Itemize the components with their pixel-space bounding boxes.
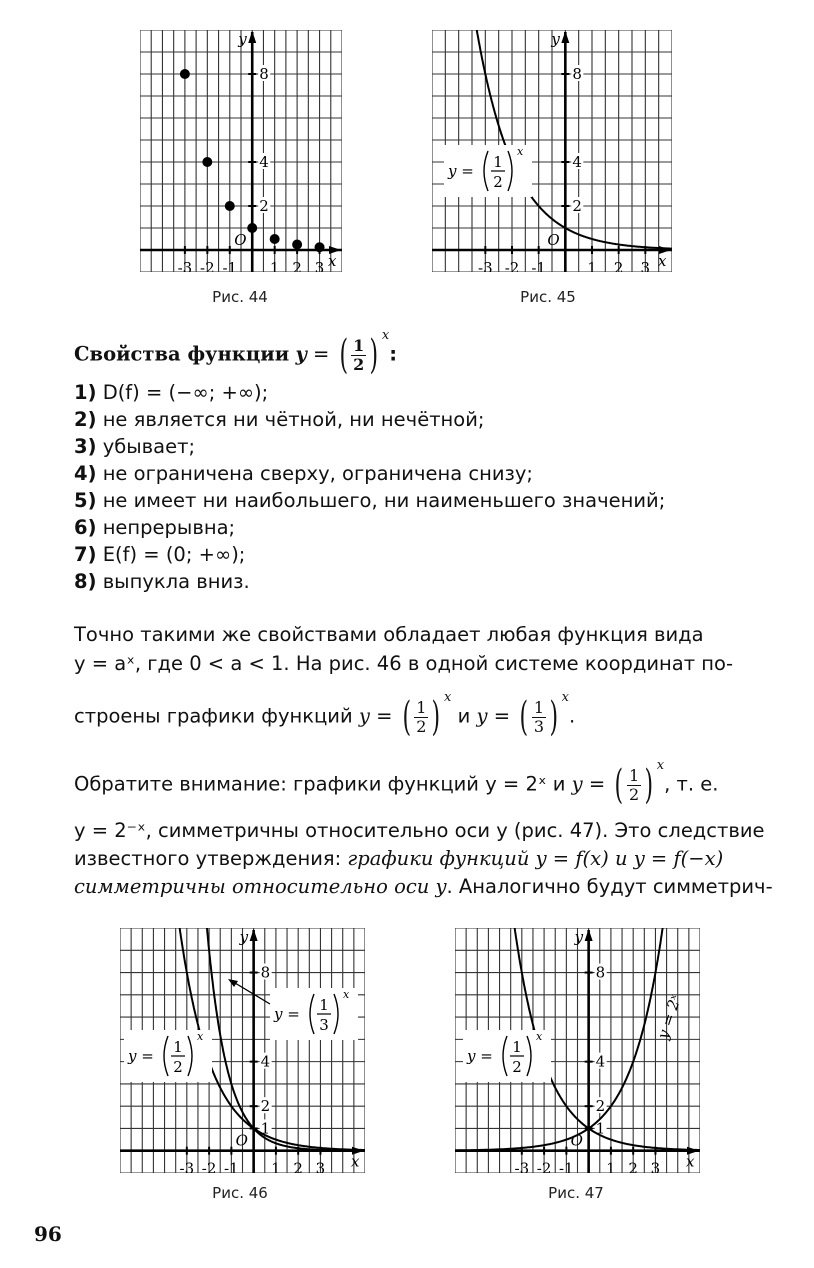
x-tick-label: 2 xyxy=(293,1159,303,1173)
y-tick-label: 4 xyxy=(572,153,582,171)
y-tick-label: 4 xyxy=(259,153,269,171)
x-tick-label: -2 xyxy=(504,259,520,272)
x-tick-label: -3 xyxy=(514,1159,530,1173)
x-tick-label: 3 xyxy=(650,1159,661,1173)
y-tick-label: 2 xyxy=(260,1097,271,1116)
x-tick-label: -2 xyxy=(200,259,215,272)
list-item: 4) не ограничена сверху, ограничена снизу; xyxy=(74,462,534,485)
data-point xyxy=(292,240,302,250)
formula-den: 3 xyxy=(319,1016,329,1034)
formula-exp: x xyxy=(343,988,350,1001)
formula-lhs: y = xyxy=(467,1047,493,1065)
list-item: 1) D(f) = (−∞; +∞); xyxy=(74,381,269,404)
formula-num: 1 xyxy=(319,996,329,1014)
x-tick-label: 1 xyxy=(271,1159,281,1173)
y-tick-label: 8 xyxy=(259,65,269,83)
formula-half xyxy=(463,1030,551,1082)
origin-label: O xyxy=(235,1131,248,1150)
formula-exp: x xyxy=(197,1030,204,1043)
y-axis-arrow xyxy=(585,929,593,941)
y-tick-label: 2 xyxy=(259,197,269,215)
paragraph-2-line-1: Обратите внимание: графики функций y = 2ˣ и y = ( $\frac{1}{2}$ ) $^x$, т. е. xyxy=(74,758,719,808)
origin-label: O xyxy=(547,231,560,249)
origin-label: O xyxy=(234,231,247,249)
paragraph-2-line-2: y = 2⁻ˣ, симметричны относительно оси y (рис. 47). Это следствие xyxy=(74,819,765,842)
list-item: 2) не является ни чётной, ни нечётной; xyxy=(74,408,485,431)
x-tick-label: 2 xyxy=(613,259,624,272)
x-tick-label: 1 xyxy=(587,259,597,272)
graph-fig45 xyxy=(432,30,672,272)
graph-fig46 xyxy=(120,928,365,1173)
y-tick-label: 2 xyxy=(572,197,582,215)
formula-exp: x xyxy=(517,145,524,158)
x-tick-label: 2 xyxy=(292,259,302,272)
series-curve xyxy=(475,30,672,249)
x-tick-label: 1 xyxy=(606,1159,616,1173)
formula-den: 2 xyxy=(493,173,503,191)
frac-num: 1 xyxy=(353,335,365,355)
y-axis-label: y xyxy=(551,30,560,48)
list-item: 8) выпукла вниз. xyxy=(74,570,250,593)
formula-lhs: y = xyxy=(274,1005,300,1023)
y-tick-label: 2 xyxy=(595,1097,606,1116)
x-tick-label: 1 xyxy=(269,259,280,272)
properties-colon: : xyxy=(389,342,398,366)
x-tick-label: -2 xyxy=(536,1159,552,1173)
list-item: 6) непрерывна; xyxy=(74,516,236,539)
properties-y: y xyxy=(295,342,307,366)
figure-46 xyxy=(120,928,365,1173)
formula-den: 2 xyxy=(512,1058,522,1076)
formula-exp: x xyxy=(536,1030,543,1043)
data-point xyxy=(225,201,235,211)
y-axis-arrow xyxy=(561,31,569,43)
formula-num: 1 xyxy=(493,153,503,171)
y-tick-label: 1 xyxy=(595,1119,606,1138)
y-tick-label: 4 xyxy=(595,1052,606,1071)
x-axis-label: x xyxy=(351,1152,360,1171)
y-axis-arrow xyxy=(250,929,258,941)
paragraph-1-line-2: y = aˣ, где 0 < a < 1. На рис. 46 в одной системе координат по- xyxy=(74,652,734,675)
list-item: 7) E(f) = (0; +∞); xyxy=(74,543,246,566)
formula-lhs: y = xyxy=(128,1047,154,1065)
frac-exp: x xyxy=(381,328,390,343)
properties-title: Свойства функции xyxy=(74,342,290,366)
caption-fig47: Рис. 47 xyxy=(548,1184,604,1202)
formula-num: 1 xyxy=(512,1038,522,1056)
y-tick-label: 8 xyxy=(595,963,606,982)
data-point xyxy=(202,157,212,167)
formula-lhs: y = xyxy=(448,162,474,180)
y-tick-label: 8 xyxy=(260,963,271,982)
properties-list xyxy=(74,379,665,595)
x-tick-label: -1 xyxy=(224,1159,239,1173)
caption-fig44: Рис. 44 xyxy=(212,288,268,306)
graph-fig47 xyxy=(455,928,700,1173)
x-axis-label: x xyxy=(658,252,667,270)
figure-44 xyxy=(140,30,342,272)
x-tick-label: 3 xyxy=(640,259,651,272)
paragraph-2-line-3: известного утверждения: графики функций y = f(x) и y = f(−x) xyxy=(74,847,724,870)
list-item: 3) убывает; xyxy=(74,435,196,458)
x-tick-label: -3 xyxy=(478,259,493,272)
formula-half xyxy=(124,1030,212,1082)
x-tick-label: -2 xyxy=(201,1159,217,1173)
data-point xyxy=(180,69,190,79)
figure-47 xyxy=(455,928,700,1173)
paragraph-1-line-3: строены графики функций y = ( $\frac{1}{2}$ ) $^x$ и y = ( $\frac{1}{3}$ ) $^x$. xyxy=(74,690,576,740)
list-item: 5) не имеет ни наибольшего, ни наименьшего значений; xyxy=(74,489,666,512)
caption-fig45: Рис. 45 xyxy=(520,288,576,306)
data-point xyxy=(270,234,280,244)
formula-exp-growth: y = 2ˣ xyxy=(653,992,685,1042)
y-axis-arrow xyxy=(248,31,256,43)
y-axis-label: y xyxy=(238,30,247,48)
y-tick-label: 4 xyxy=(260,1052,271,1071)
formula-num: 1 xyxy=(173,1038,183,1056)
formula-den: 2 xyxy=(173,1058,183,1076)
x-tick-label: -1 xyxy=(559,1159,574,1173)
data-point xyxy=(315,242,325,252)
x-tick-label: 2 xyxy=(628,1159,638,1173)
properties-heading: Свойства функции y = ( $\frac{1}{2}$ ) $^x$: xyxy=(74,328,398,378)
x-tick-label: 3 xyxy=(314,259,325,272)
x-tick-label: -1 xyxy=(531,259,546,272)
formula-third xyxy=(270,988,358,1040)
x-tick-label: 3 xyxy=(315,1159,326,1173)
origin-label: O xyxy=(570,1131,583,1150)
y-tick-label: 8 xyxy=(572,65,582,83)
y-tick-label: 1 xyxy=(260,1119,271,1138)
x-tick-label: -1 xyxy=(222,259,238,272)
y-axis-label: y xyxy=(574,928,584,946)
formula-half xyxy=(444,145,532,197)
pointer-arrow xyxy=(228,979,238,987)
figure-45 xyxy=(432,30,672,272)
graph-fig44 xyxy=(140,30,342,272)
y-axis-label: y xyxy=(239,928,249,946)
frac-den: 2 xyxy=(353,354,365,374)
paragraph-1-line-1: Точно такими же свойствами обладает любая функция вида xyxy=(74,623,704,646)
properties-eq: = xyxy=(312,342,330,366)
caption-fig46: Рис. 46 xyxy=(212,1184,268,1202)
x-axis-label: x xyxy=(686,1152,695,1171)
x-axis-label: x xyxy=(328,252,337,270)
data-point xyxy=(247,223,257,233)
x-tick-label: -3 xyxy=(177,259,193,272)
x-tick-label: -3 xyxy=(179,1159,195,1173)
paragraph-2-line-4: симметричны относительно оси y. Аналогично будут симметрич- xyxy=(74,875,773,898)
page-number: 96 xyxy=(34,1222,62,1246)
